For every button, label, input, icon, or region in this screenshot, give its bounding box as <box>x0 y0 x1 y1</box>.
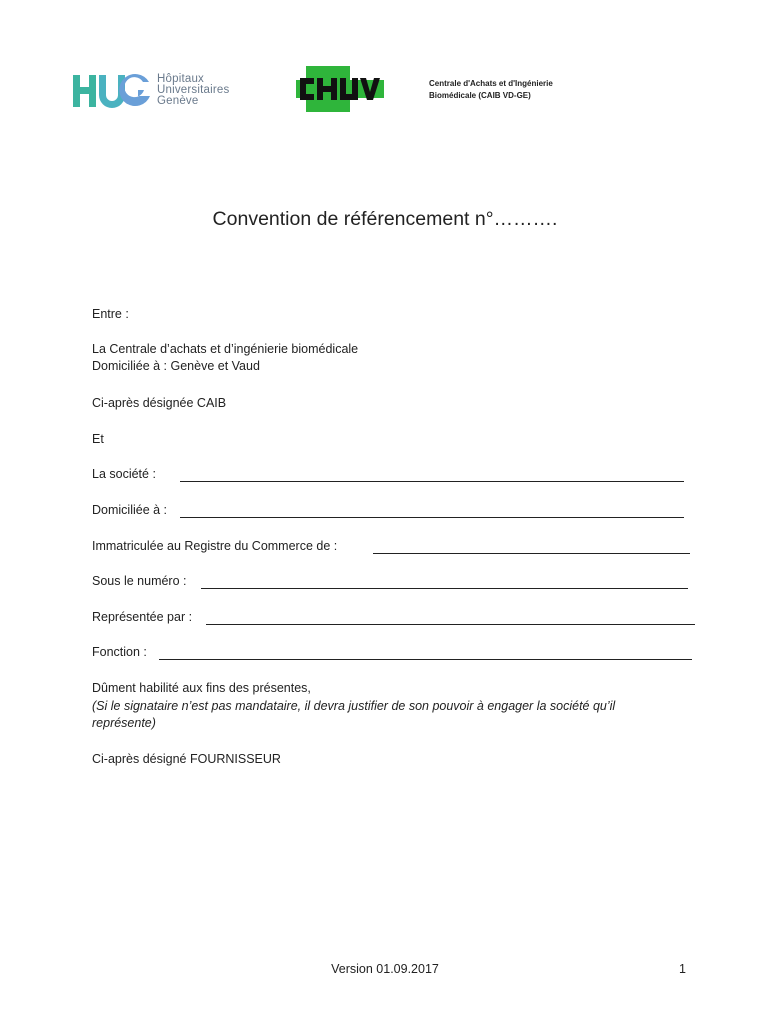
representee-blank-line[interactable] <box>206 624 695 625</box>
immatriculee-label: Immatriculée au Registre du Commerce de : <box>92 539 338 553</box>
representee-label: Représentée par : <box>92 610 193 624</box>
designee-caib: Ci-après désignée CAIB <box>92 396 227 410</box>
hug-text-line-3: Genève <box>157 95 199 107</box>
caib-header <box>429 78 553 102</box>
caib-header-line-1: Centrale d'Achats et d'Ingénierie <box>429 79 553 88</box>
domiciliee-label: Domiciliée à : <box>92 503 168 517</box>
societe-label: La société : <box>92 467 156 481</box>
et-label: Et <box>92 432 104 446</box>
centrale-domicile: Domiciliée à : Genève et Vaud <box>92 359 260 373</box>
hug-text-line-2: Universitaires <box>157 84 230 96</box>
numero-label: Sous le numéro : <box>92 574 187 588</box>
footer-page-number: 1 <box>679 962 686 976</box>
hug-logo <box>73 72 230 110</box>
signataire-note-line-2: représente) <box>92 716 156 730</box>
caib-header-line-2: Biomédicale (CAIB VD-GE) <box>429 91 531 100</box>
signataire-note-line-1: (Si le signataire n’est pas mandataire, il devra justifier de son pouvoir à engager la société qu’il <box>92 699 616 713</box>
fonction-blank-line[interactable] <box>159 659 692 660</box>
domiciliee-blank-line[interactable] <box>180 517 684 518</box>
societe-blank-line[interactable] <box>180 481 684 482</box>
entre-label: Entre : <box>92 307 129 321</box>
numero-blank-line[interactable] <box>201 588 688 589</box>
immatriculee-blank-line[interactable] <box>373 553 690 554</box>
chuv-logo-icon <box>296 66 384 112</box>
fonction-label: Fonction : <box>92 645 147 659</box>
document-title: Convention de référencement n°………. <box>212 208 558 230</box>
centrale-name: La Centrale d’achats et d’ingénierie biomédicale <box>92 342 359 356</box>
hug-logo-icon <box>73 72 153 110</box>
designe-fournisseur: Ci-après désigné FOURNISSEUR <box>92 752 281 766</box>
footer-version: Version 01.09.2017 <box>331 962 439 976</box>
habilite-text: Dûment habilité aux fins des présentes, <box>92 681 311 695</box>
hug-text-line-1: Hôpitaux <box>157 73 204 85</box>
hug-logo-text <box>157 74 229 107</box>
